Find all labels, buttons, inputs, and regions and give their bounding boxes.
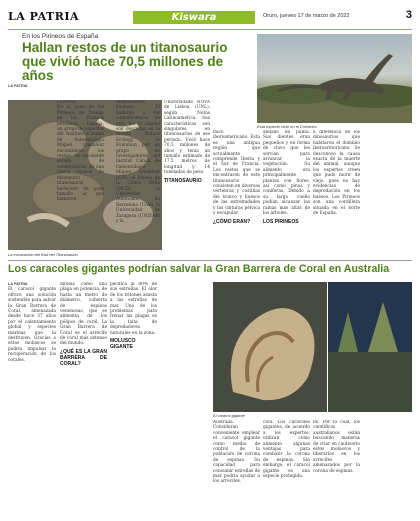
newspaper-logo: LA PATRIA	[8, 10, 80, 23]
article1-subhead-pirineos: LOS PIRINEOS	[263, 218, 299, 225]
article2-subhead-molusco: MOLUSCO GIGANTE	[110, 338, 136, 351]
article1-col1-text: En la zona de los Pirineos de Tremp, en los Pirineos leridanos, España, un grupo de expertos del Instituto Catalán de Paleontología Miquel Crusafont encontraron los restos, en excelente estado de conservación, de una nueva especie de dinosaurio titanosaurio herbívoro de gran tamaño al que llamaron	[57, 105, 104, 203]
section-label: Kiswara	[133, 11, 255, 24]
article1-column-3	[164, 100, 210, 255]
article1-column-5	[263, 130, 310, 255]
article1-subhead-como-eran: ¿CÓMO ERAN?	[213, 218, 251, 225]
coral-reef-photo	[328, 282, 412, 412]
article1-column-4	[213, 130, 260, 255]
giant-triton-snail-photo	[213, 282, 327, 412]
article2-headline: Los caracoles gigantes podrían salvar la Gran Barrera de Coral en Australia	[8, 263, 390, 275]
article2-column-5	[263, 420, 310, 515]
article2-column-1	[8, 282, 56, 515]
article1-col5-text: andado en punta. Sus dientes eran pequeños y en forma de clavo que les servían para arrancar la vegetación. Su alimento era principalmente plantas con flores, así como pinos y coníferas. Debido a su largo cuello podían alcanzar las ramas más altas de los árboles.	[263, 130, 310, 217]
article1-column-6	[313, 130, 360, 255]
article1-byline-inline: LA PATRIA	[57, 100, 77, 104]
article2-subhead-gran-barrera: ¿QUÉ ES LA GRAN BARRERA DE CORAL?	[60, 348, 107, 367]
snail-photo-caption: El caracol gigante	[213, 413, 245, 418]
article1-kicker: En los Pirineos de España	[22, 33, 99, 40]
titanosaur-illustration	[257, 34, 412, 123]
page-number: 3	[405, 9, 412, 21]
page-header	[8, 10, 412, 26]
issue-date: Oruro, jueves 17 de marzo de 2022	[263, 13, 350, 19]
article2-col2-text: dirsela como una plaga en potencia, de hasta un metro de diámetro, cubierta de espinas venenosas, que se alimenta de los pólipos de coral. La Gran Barrera de Coral es el arrecife de coral más extenso del mundo.	[60, 282, 107, 347]
article1-col2-text: Abditosaurus kuehnei. El hallazgo y las características de este nuevo animal son descritas en la revista Nature Ecology & Evolution por un grupo de investigadores del Institut Català de Paleontologia Miquel Crusafont (ICP), el Museu de la Conca Dellà (MCD), la Universitat Autònoma de Barcelona (UAB), la Universidad de Zaragoza (UNIZAR) y la	[116, 100, 160, 224]
coral-photo-svg	[328, 282, 412, 412]
article2-column-2	[60, 282, 107, 515]
article2-col6-text: llo. Por lo cual, los científicos australianos están buscando maneras de criar en cautiverio estos moluscos y liberarlos en los arrecifes amenazados por la corona de espinas.	[313, 420, 360, 474]
article1-column-1	[57, 100, 104, 250]
titanosaur-illustration-svg	[257, 34, 412, 123]
article2-column-3	[110, 282, 157, 515]
article1-col6-text: a diferencia de los dinosaurios que habitaron el dominio iberoarmoricano. Se desconoce la causa exacta de la muerte del animal, aunque los expertos creen que pudo morir de viejo, pues no hay evidencias de depredación en los huesos. Los Pirineos son una cordillera situada en el norte de España.	[313, 130, 360, 217]
article1-col3-text: Universidade NOVA de Lisboa (UNL), según Notas Latinoamérica. Sus características son singulares en titanosaurios de ese período. Vivió hace 70,5 millones de años y tenía un tamaño estimado de 17,5 metros de longitud y 14 toneladas de peso.	[164, 100, 210, 176]
snail-photo-svg	[213, 282, 327, 412]
article1-subhead-titanosaurio: TITANOSAURIO	[164, 177, 202, 184]
article1-byline: LA PATRIA	[8, 84, 28, 88]
dino-photo-caption: Esta especie vivió en el Cretácico	[257, 124, 317, 129]
fossil-photo-caption: La excavación del fósil del Titanosaurio	[8, 252, 78, 257]
article1-byline-wrap	[8, 84, 56, 100]
article1-col4-text: mico iberoamericano. Esta es una antigua región que actualmente comprende Iberia y el Sur de Francia. Los restos que se encontraron de este titanosaurio consisten en diversas vértebras y costillas del tronco y huesos de las extremidades y las cinturas pélvica y escapular.	[213, 130, 260, 217]
article1-headline: Hallan restos de un titanosaurio que vivió hace 70,5 millones de años	[22, 40, 228, 83]
article2-column-6	[313, 420, 360, 515]
article2-col5-text: ción. Los caracoles gigantes, de acuerdo a los expertos, utilizan como alimento algunas ventajas para combatir la corona de espinas. Sin embargo, el caracol gigante es una especie protegida.	[263, 420, 310, 480]
header-rule	[8, 29, 412, 30]
article2-column-4	[213, 420, 260, 515]
article2-col4-text: Australia. Consideran conveniente emplear el caracol gigante como medio de control de la población de corona de espinas. Su capacidad para consumir estrellas de mar podría ayudar a los arrecifes.	[213, 420, 260, 485]
article2-col1-text: El caracol gigante ofrece una solución sostenible para salvar la Gran Barrera de Coral, amenazada desde hace 37 años por el calentamiento global y especies marinas que la destruyen. Gracias a estos moluscos se podría impulsar la recuperación de los corales.	[8, 287, 56, 363]
article2-col3-text: pecífica al 80% de sus estrellas. El olor de los tritones asusta a las estrellas de mar. Uno de los problemas para frenar las plagas es la falta de depredadores naturales en la zona.	[110, 282, 157, 336]
article-divider	[8, 260, 412, 261]
article1-column-2	[116, 100, 160, 255]
article2-byline: LA PATRIA	[8, 282, 28, 286]
